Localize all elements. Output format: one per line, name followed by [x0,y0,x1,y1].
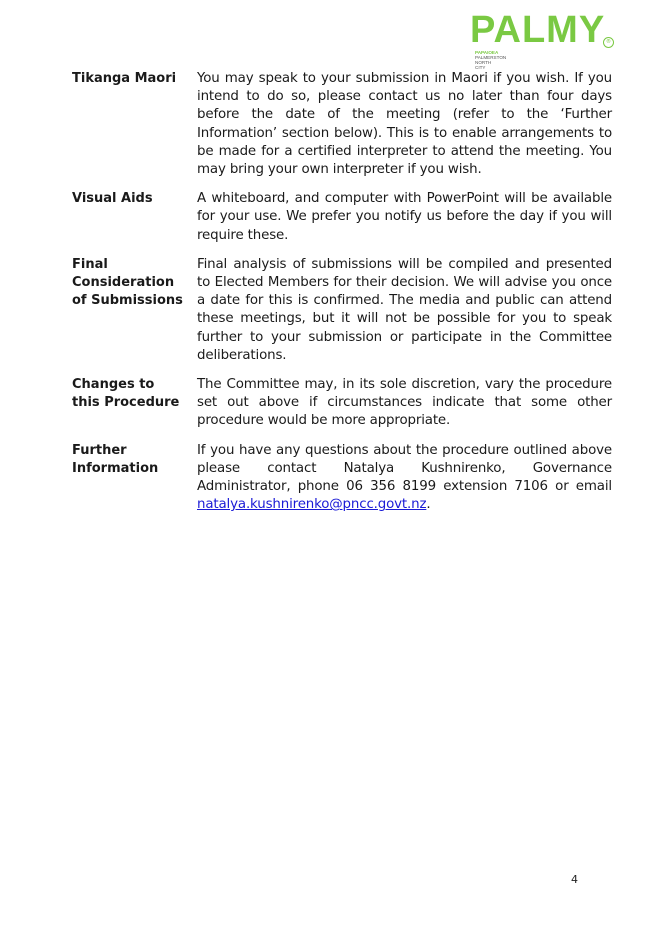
section-label-line: Final [72,256,108,272]
page-number: 4 [571,873,578,886]
logo-subtitle-line: CITY [475,65,486,70]
section-label-line: this Procedure [72,395,180,411]
section-label [72,70,197,179]
section-text: The Committee may, in its sole discretion, vary the procedure set out above if circumstances indicate that some other procedure would be more appropriate. [197,377,612,429]
section-label [72,190,197,245]
registered-mark: ® [603,37,614,48]
logo-subtitle-line: NORTH [475,60,492,65]
logo-wordmark: PALMY [470,9,606,51]
email-link[interactable]: natalya.kushnirenko@pncc.govt.nz [197,497,427,513]
section-visual-aids [72,190,612,245]
section-label-line: Changes to [72,377,155,393]
contact-text-end: . [426,497,431,513]
section-text: Final analysis of submissions will be compiled and presented to Elected Members for their decision. We will advise you once a date for this is confirmed. The media and public can attend these meetings, but it will not be possible for you to speak further to your submission or participate in the Committee deliberations. [197,256,612,363]
section-text: You may speak to your submission in Maori if you wish. If you intend to do so, please contact us no later than four days before the date of the meeting (refer to the ‘Further Information’ section below). This is to enable arrangements to be made for a certified interpreter to attend the meeting. You may bring your own interpreter if you wish. [197,71,612,178]
section-text [197,442,612,515]
section-label [72,376,197,431]
section-label-line: Visual Aids [72,191,153,207]
section-label-line: Information [72,460,159,476]
section-label [72,442,197,515]
procedure-sections [72,70,612,525]
section-label-line: of Submissions [72,292,183,308]
section-further-information [72,442,612,515]
section-label-line: Consideration [72,274,175,290]
logo-subtitle [475,50,506,70]
palmy-logo [470,9,620,70]
logo-subtitle-line: PAPAIOEA [475,50,499,55]
section-label [72,256,197,365]
section-tikanga-maori [72,70,612,179]
section-final-consideration [72,256,612,365]
section-label-line: Further [72,442,127,458]
section-label-line: Tikanga Maori [72,71,177,86]
section-text: A whiteboard, and computer with PowerPoint will be available for your use. We prefer you notify us before the day if you will require these. [197,191,612,243]
contact-text: If you have any questions about the procedure outlined above please contact Natalya Kushnirenko, Governance Administrator, phone 06 356 8199 extension 7106 or email [197,442,612,495]
section-changes-to-procedure [72,376,612,431]
logo-subtitle-line: PALMERSTON [475,55,507,60]
